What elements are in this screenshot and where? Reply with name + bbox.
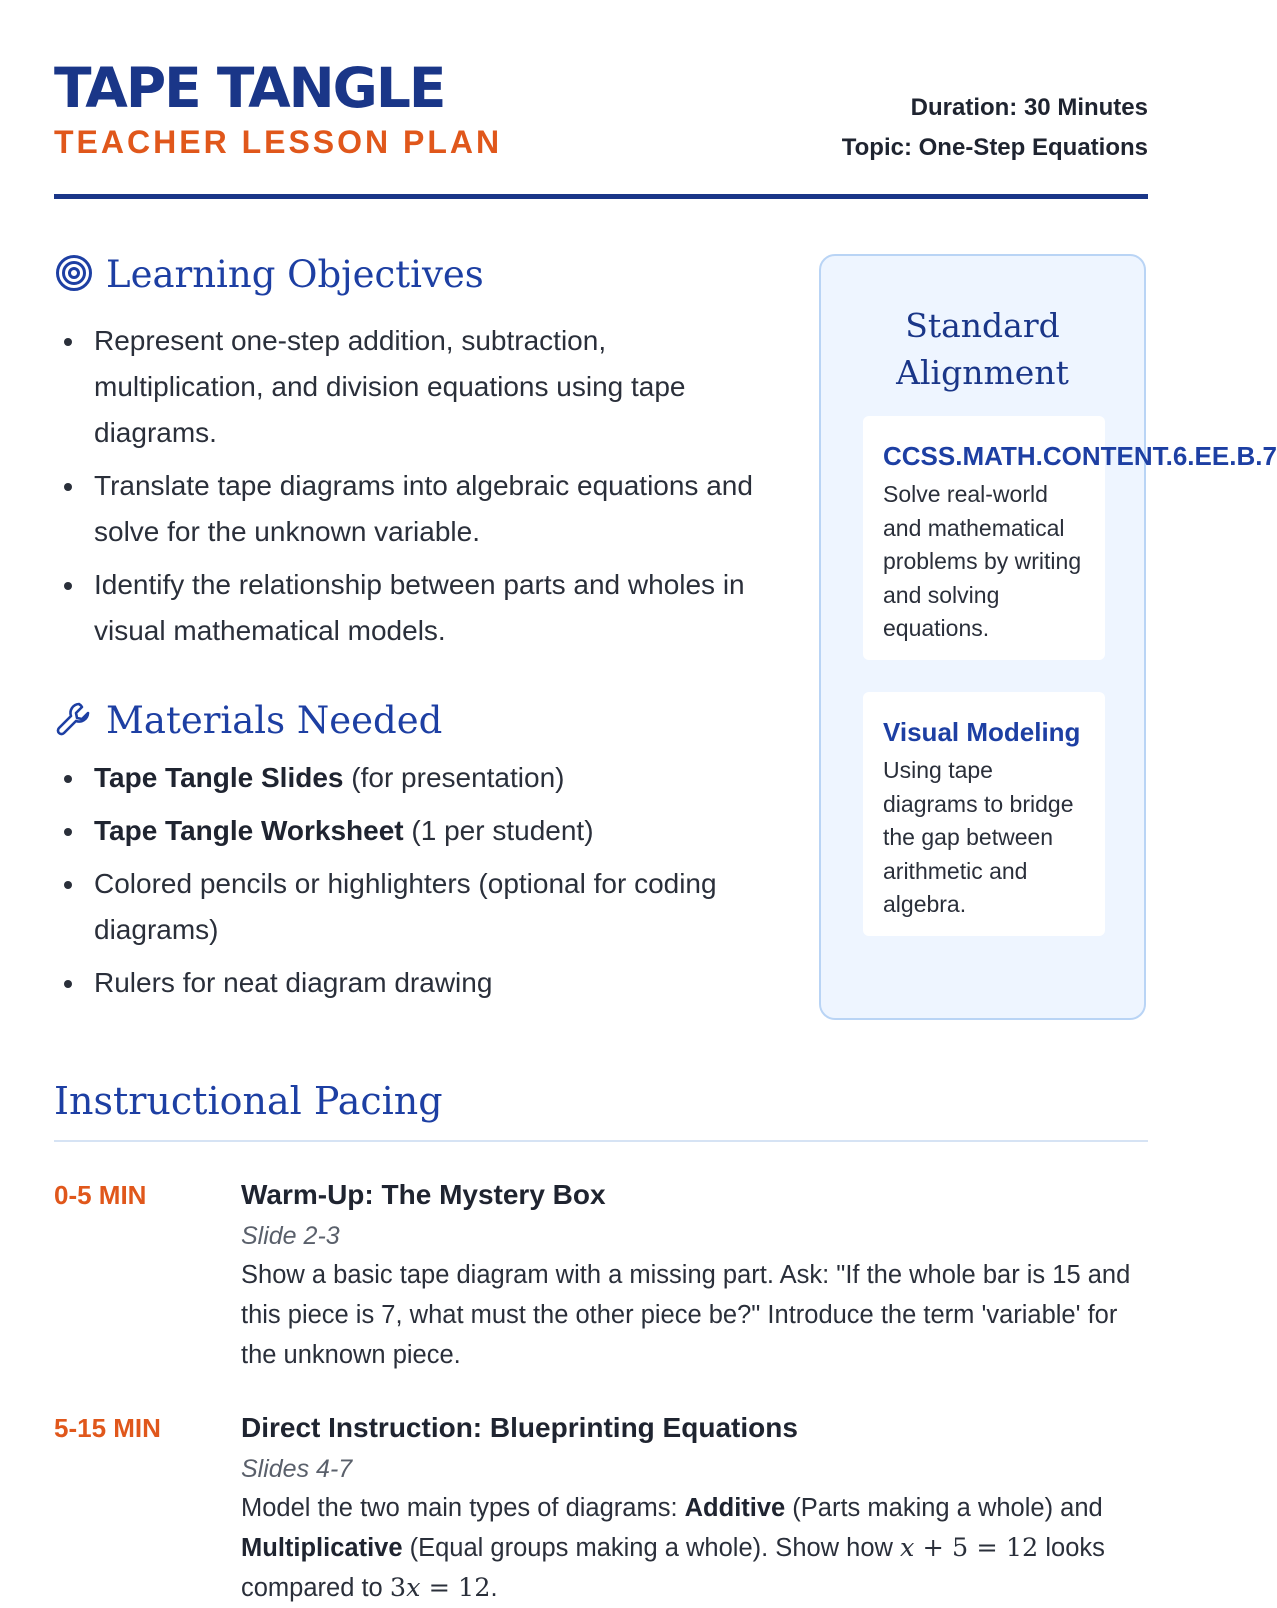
list-item: Tape Tangle Slides (for presentation) xyxy=(54,755,774,801)
step-time: 0-5 MIN xyxy=(54,1180,147,1210)
page-subtitle: TEACHER LESSON PLAN xyxy=(54,124,503,160)
step-body xyxy=(241,1177,1148,1375)
step-slides: Slides 4-7 xyxy=(241,1455,353,1483)
standard-card xyxy=(863,692,1105,936)
topic-label: Topic: One-Step Equations xyxy=(841,134,1148,161)
lesson-meta xyxy=(842,88,1148,168)
standards-title: Standard Alignment xyxy=(896,306,1069,392)
standard-card xyxy=(863,416,1277,660)
objectives-list xyxy=(54,318,774,661)
step-description: Show a basic tape diagram with a missing part. Ask: "If the whole bar is 15 and this piece is 7, what must the other piece be?" Introduce the term 'variable' for the unknown piece. xyxy=(241,1261,1131,1369)
equation-rest: + 5 = 12 xyxy=(914,1533,1039,1563)
materials-list xyxy=(54,755,774,1013)
page-title: TAPE TANGLE xyxy=(54,56,445,120)
equation-rest: = 12 xyxy=(420,1573,491,1603)
standard-description: Solve real-world and mathematical problems by writing and solving equations. xyxy=(883,481,1082,641)
step-body xyxy=(241,1410,1148,1608)
materials-heading xyxy=(54,698,442,744)
target-icon xyxy=(54,253,94,293)
materials-title: Materials Needed xyxy=(106,699,443,742)
step-slides: Slide 2-3 xyxy=(241,1222,340,1250)
lesson-plan-page xyxy=(54,0,1277,1603)
equation-variable: x xyxy=(900,1533,915,1563)
step-heading: Warm-Up: The Mystery Box xyxy=(241,1179,606,1210)
list-item: Identify the relationship between parts and wholes in visual mathematical models. xyxy=(54,562,774,654)
header xyxy=(54,58,1148,198)
list-item: Colored pencils or highlighters (optional for coding diagrams) xyxy=(54,861,774,953)
wrench-icon xyxy=(54,699,94,739)
standards-panel xyxy=(819,254,1277,1020)
objectives-heading xyxy=(54,252,484,298)
equation-variable: x xyxy=(406,1573,421,1603)
step-time: 5-15 MIN xyxy=(54,1413,161,1443)
list-item: Rulers for neat diagram drawing xyxy=(54,960,774,1006)
duration-label: Duration: 30 Minutes xyxy=(910,94,1148,121)
step-description: Model the two main types of diagrams: Additive (Parts making a whole) and Multiplicative (Equal groups making a whole). Show how x + 5 = 12 looks compared to 3x = 12. xyxy=(241,1494,1105,1603)
header-divider xyxy=(54,194,1148,199)
list-item: Tape Tangle Worksheet (1 per student) xyxy=(54,808,774,854)
standard-code: CCSS.MATH.CONTENT.6.EE.B.7 xyxy=(883,441,1277,471)
objectives-title: Learning Objectives xyxy=(106,253,484,296)
list-item: Translate tape diagrams into algebraic equations and solve for the unknown variable. xyxy=(54,463,774,555)
standard-code: Visual Modeling xyxy=(883,717,1081,747)
pacing-divider xyxy=(54,1140,1148,1142)
standard-description: Using tape diagrams to bridge the gap between arithmetic and algebra. xyxy=(883,757,1074,917)
list-item: Represent one-step addition, subtraction, multiplication, and division equations using tape diagrams. xyxy=(54,318,774,456)
step-heading: Direct Instruction: Blueprinting Equations xyxy=(241,1412,798,1443)
pacing-heading: Instructional Pacing xyxy=(54,1079,443,1123)
